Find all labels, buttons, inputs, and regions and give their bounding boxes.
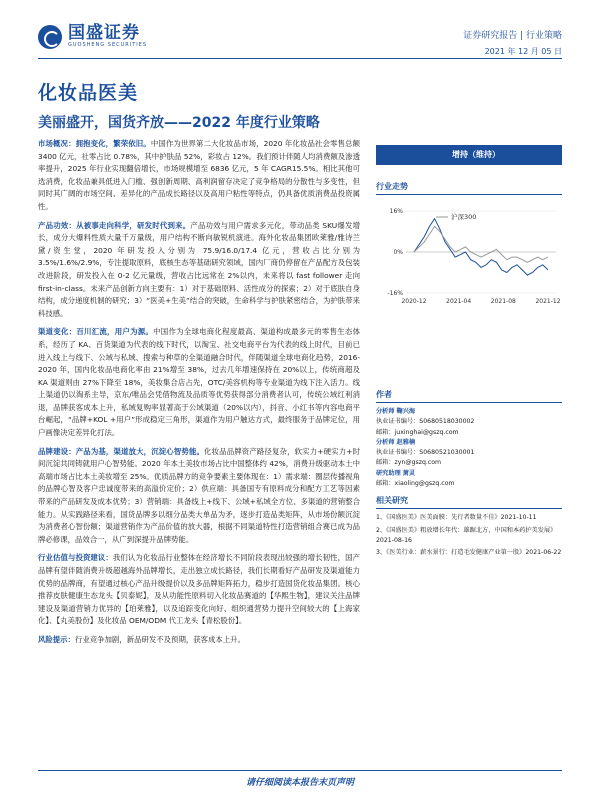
- report-date: 2021 年 12 月 05 日: [484, 47, 562, 56]
- page-title: 化妆品医美: [38, 82, 139, 104]
- x-tick-label: 2021-12: [535, 298, 561, 305]
- x-tick-label: 2021-04: [446, 298, 472, 305]
- author-role: 分析师: [376, 438, 395, 446]
- rating-badge: 增持（维持）: [376, 145, 562, 165]
- x-tick-label: 2021-08: [490, 298, 516, 305]
- author-role: 分析师: [376, 408, 395, 415]
- page-subtitle: 美丽盛开，国货齐放——2022 年度行业策略: [38, 115, 320, 131]
- paragraph-head: 市场概况：拥抱变化，繁荣依旧。: [38, 139, 151, 148]
- summary-column: [38, 138, 360, 647]
- x-tick-label: 2020-12: [401, 298, 427, 305]
- report-header: [0, 0, 600, 62]
- y-tick-label: 0%: [393, 249, 403, 256]
- author-line: [376, 438, 562, 448]
- author-detail: 邮箱：xiaoling@gszq.com: [376, 480, 455, 488]
- related-report-link[interactable]: 1、《国盛医美》医美面膜：先行者数量不佳》2021-10-11: [376, 514, 537, 522]
- authors-title: 作者: [376, 389, 562, 403]
- paragraph-risk: [38, 634, 360, 647]
- authors-list: [376, 407, 562, 489]
- paragraph-body: 中国作为全球电商化程度最高、渠道构成最多元的零售生态体系，经历了 KA、百货渠道为代表的线下时代，以淘宝、社交电商平台为代表的线上时代，目前已进入线上与线下、公域与私域、搜索与种草的全渠道融合时代，伴随渠道全球电商化趋势，2016-2020 年，国内化妆品电商化率由 21%增至 38%，过去几年增速保持在 20%以上，传统商超及 KA 渠道则由 27%下降至 18%，美妆集合店占先，OTC/美容机构等专业渠道为线下注入活力。线上渠道仍以淘系主导，京东/唯品会凭借物流及品质等优势获得部分消费者认可，传统公域红利消退，品牌获客成本上升，私域复购率显著高于公域渠道（20%以内），抖音、小红书等内容电商平台崛起，“品牌+KOL +用户”形成稳定三角形，渠道作为用户触达方式，最终服务于品牌定位，用户画像决定差异化打法。: [38, 327, 360, 438]
- paragraph-channel: [38, 326, 360, 439]
- author-role: 研究助理: [376, 469, 401, 477]
- related-report-link[interactable]: 3、《医美行业：薪水景行：打造毛发健康产业第一股》2021-06-22: [376, 549, 562, 557]
- author-name: 赵雅楠: [396, 438, 416, 446]
- author-line: [376, 448, 562, 458]
- paragraph-head: 产品功效：从被事走向科学，研发时代到来。: [38, 220, 191, 230]
- author-line: [376, 458, 562, 468]
- report-type: 证券研究报告 | 行业策略: [463, 31, 562, 41]
- author-detail: 邮箱：juxinghai@gszq.com: [376, 428, 459, 436]
- author-line: [376, 407, 562, 417]
- author-line: [376, 479, 562, 489]
- paragraph-body: 中国作为世界第二大化妆品市场，2020 年化妆品社会零售总额 3400 亿元，社零占比 0.78%，其中护肤品 52%，彩妆占 12%。我们预计伴随人均消费额及渗透率提升，2025 年行业实现翻倍增长，市场规模增至 6836 亿元，5 年 CAGR15.5%。相比其他可选消费，化妆品兼具低进入门槛、强创新周期、高利润留存决定了竞争格局的分散性与多变性，但同时其广阔的市场空间、差异化的产品成长路径以及高用户粘性等特点，仍具备优质消费品投资属性。: [38, 139, 360, 211]
- author-detail: 邮箱：zyn@gszq.com: [376, 459, 442, 467]
- related-list: [376, 513, 562, 558]
- paragraph-body: 产品功效与用户需求多元化，带动品类 SKU爆发增长，成分大爆料性质大量千万量级，用户结构不断向敏锐机演进。海外化妆品集团欧莱雅/雅诗兰黛/资生堂，2020 年研发投入分别为 75.9/16.0/17.4 亿元，营收占比分别为 3.5%/1.6%/2.9%，专注提取原料，底核生态等基础研究领域，国内厂商仍停留在产品配方及包装改进阶段，研发投入在 0-2 亿元量级，营收占比远常在 2%以内，未来将以 fast follower 走向 first-in-class。未来产品创新方向主要有：1）对于基础原料、活性成分的探索；2）对于底肤自身结构，成分递度机制的研究；3）“医美+生美”结合的突破，生命科学与护肤紧密结合，为护肤带来科技感。: [38, 220, 360, 318]
- footer-divider: [38, 770, 562, 771]
- footer-disclaimer: 请仔细阅读本报告末页声明: [245, 778, 354, 788]
- author-name: 鞠兴海: [396, 408, 416, 415]
- related-report-link[interactable]: 2、《国盛医美》粗放增长年代：雄踞北方，中国和本药护美发展》2021-08-16: [376, 526, 557, 544]
- logo-icon: [38, 25, 62, 49]
- paragraph-head: 品牌建设：产品为基，渠道放大，沉淀心智势能。: [38, 446, 205, 456]
- paragraph-body: 化妆品品牌资产路径复杂，软实力+硬实力+时间沉淀共同铸就用户心智势能。2020 年本土美妆市场占比中国整体约 42%，消费升级驱动本土中高端市场占比本土美妆增至 25%。优质品牌方的竞争要素主要体现在：1）需求端：圈层传播视角的品牌心智及客户忠诚度带来的高溢价定价；2）供应端：具备国专有原料成分和配方工艺等因素带来的产品研发及成本优势；3）营销端：具备线上+线下、公域+私域全方位、多渠道的营销整合能力。从实践路径来看，国货品牌多以细分品类大单品为矛，逐步打造品类矩阵，从市场份额沉淀为消费者心智份额；渠道营销作为产品价值的放大器，根据不同渠道特性打造营销组合赛已成为品牌必修课，品效合一，从广到深提升品牌势能。: [38, 446, 360, 544]
- header-divider: [38, 58, 562, 59]
- paragraph-market: [38, 138, 360, 214]
- author-line: [376, 417, 562, 427]
- y-tick-label: 16%: [389, 208, 403, 215]
- company-name-en: GUOSHENG SECURITIES: [68, 42, 148, 48]
- paragraph-head: 风险提示：: [38, 634, 75, 644]
- company-logo: [38, 24, 147, 49]
- paragraph-head: 行业估值与投资建议：: [38, 553, 113, 563]
- author-line: [376, 428, 562, 438]
- company-name-cn: 国盛证券: [68, 23, 140, 43]
- paragraph-product: [38, 220, 360, 321]
- author-detail: 执业证书编号：S0680521030001: [376, 449, 475, 457]
- author-line: [376, 469, 562, 479]
- related-title: 相关研究: [376, 495, 562, 509]
- paragraph-body: 我们认为化妆品行业整体在经济增长不同阶段表现出较强的增长韧性，国产品牌有望伴随消费升级超越海外品牌增长，走出独立成长路径，我们长期看好产品研发及渠道能力优势的品牌商，有望通过核心产品升级提价以及多品牌矩阵拓力，稳步打造国货化妆品集团。核心推荐皮肤健康生态龙头【贝泰妮】，及从功能性原料切入化妆品赛道的【华熙生物】，建议关注品牌建设及渠道营销力优异的【珀莱雅】，以及追踪变化向好、组织通营势力提升空间较大的【上海家化】、【丸美股份】及化妆品 OEM/ODM 代工龙头【青松股份】。: [38, 553, 360, 626]
- author-name: 萧灵: [402, 469, 416, 477]
- paragraph-brand: [38, 446, 360, 547]
- legend-label: 沪深300: [451, 213, 477, 221]
- author-detail: 执业证书编号：S0680518030002: [376, 418, 475, 426]
- trend-title: 行业走势: [376, 181, 562, 195]
- y-tick-label: -16%: [387, 290, 403, 297]
- hs300-series-line: [414, 226, 548, 262]
- paragraph-body: 行业竞争加剧，新品研发不及预期，获客成本上升。: [74, 634, 245, 644]
- trend-chart: [376, 201, 562, 309]
- trend-chart-svg: [376, 201, 562, 309]
- paragraph-head: 渠道变化：百川汇流，用户为源。: [38, 327, 154, 337]
- paragraph-investment: [38, 552, 360, 628]
- sidebar: [376, 145, 562, 561]
